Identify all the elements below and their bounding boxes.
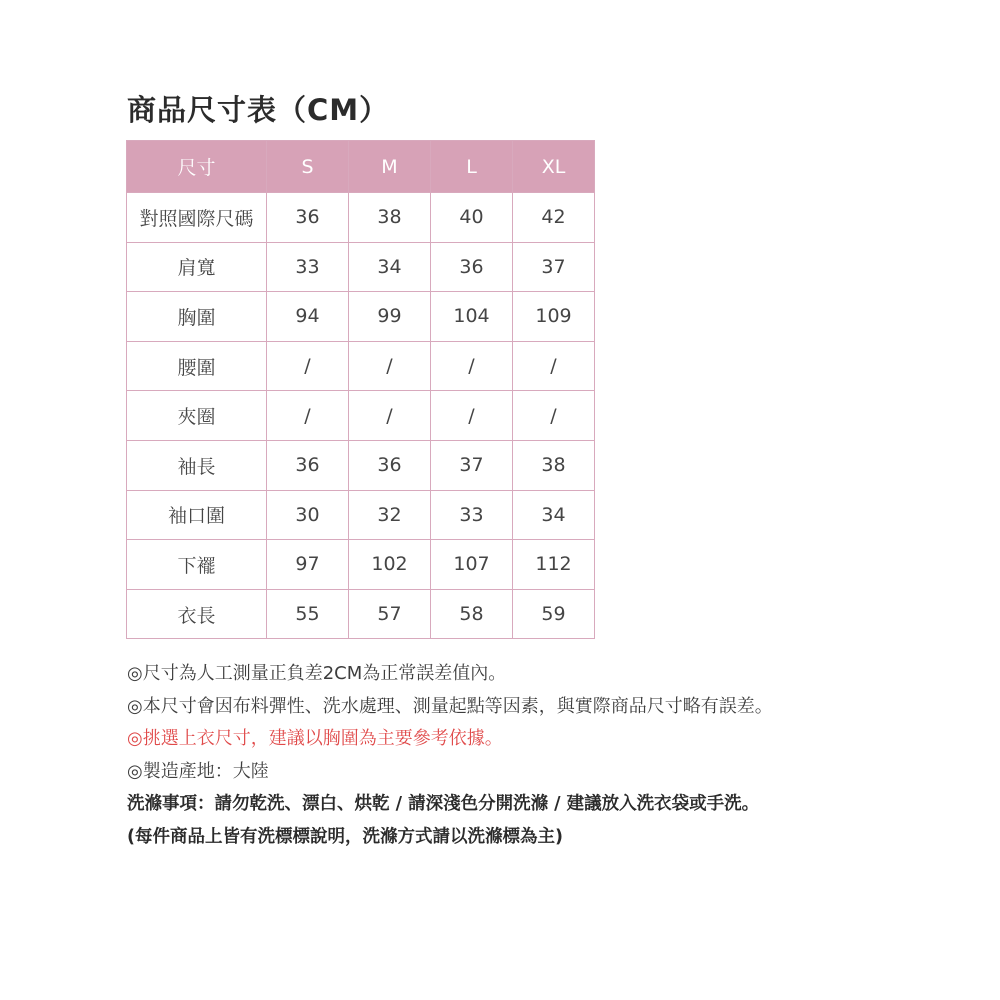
table-cell: 99 xyxy=(349,292,431,342)
column-header: S xyxy=(267,141,349,193)
table-cell: 36 xyxy=(349,440,431,490)
table-cell: 33 xyxy=(267,242,349,292)
note-origin: ◎製造產地：大陸 xyxy=(127,760,269,782)
note-size-variance: ◎本尺寸會因布料彈性、洗水處理、測量起點等因素，與實際商品尺寸略有誤差。 xyxy=(127,695,773,717)
table-cell: 102 xyxy=(349,540,431,590)
table-cell: 37 xyxy=(431,440,513,490)
note-washing-label: (每件商品上皆有洗標標說明，洗滌方式請以洗滌標為主) xyxy=(127,826,563,847)
table-cell: / xyxy=(431,391,513,441)
notes-section xyxy=(127,658,987,853)
table-row xyxy=(127,540,595,590)
row-label: 衣長 xyxy=(127,589,267,639)
table-cell: 37 xyxy=(513,242,595,292)
table-cell: 109 xyxy=(513,292,595,342)
column-header: XL xyxy=(513,141,595,193)
note-measurement-tolerance: ◎尺寸為人工測量正負差2CM為正常誤差值內。 xyxy=(127,663,507,684)
table-row xyxy=(127,341,595,391)
table-cell: 55 xyxy=(267,589,349,639)
table-cell: 104 xyxy=(431,292,513,342)
table-cell: 97 xyxy=(267,540,349,590)
table-cell: 107 xyxy=(431,540,513,590)
table-cell: 30 xyxy=(267,490,349,540)
row-label: 袖長 xyxy=(127,440,267,490)
table-row xyxy=(127,490,595,540)
table-header-row xyxy=(127,141,595,193)
table-cell: 38 xyxy=(513,440,595,490)
table-cell: / xyxy=(349,391,431,441)
row-label: 夾圈 xyxy=(127,391,267,441)
note-washing-instructions: 洗滌事項：請勿乾洗、漂白、烘乾 / 請深淺色分開洗滌 / 建議放入洗衣袋或手洗。 xyxy=(127,794,760,814)
page-title: 商品尺寸表（CM） xyxy=(127,93,390,127)
table-cell: 38 xyxy=(349,193,431,243)
table-cell: 94 xyxy=(267,292,349,342)
size-table xyxy=(126,140,595,639)
table-row xyxy=(127,292,595,342)
table-cell: 32 xyxy=(349,490,431,540)
table-cell: 112 xyxy=(513,540,595,590)
row-label: 腰圍 xyxy=(127,341,267,391)
table-cell: 57 xyxy=(349,589,431,639)
table-cell: 33 xyxy=(431,490,513,540)
table-cell: 40 xyxy=(431,193,513,243)
row-label: 胸圍 xyxy=(127,292,267,342)
table-cell: 42 xyxy=(513,193,595,243)
table-row xyxy=(127,193,595,243)
row-label: 袖口圍 xyxy=(127,490,267,540)
table-cell: 36 xyxy=(431,242,513,292)
table-row xyxy=(127,589,595,639)
table-cell: / xyxy=(267,341,349,391)
column-header: L xyxy=(431,141,513,193)
table-cell: / xyxy=(267,391,349,441)
table-row xyxy=(127,242,595,292)
row-label: 肩寬 xyxy=(127,242,267,292)
table-cell: 36 xyxy=(267,193,349,243)
row-label: 對照國際尺碼 xyxy=(127,193,267,243)
table-cell: 34 xyxy=(349,242,431,292)
table-cell: 34 xyxy=(513,490,595,540)
row-label: 下襬 xyxy=(127,540,267,590)
table-cell: 59 xyxy=(513,589,595,639)
table-row xyxy=(127,391,595,441)
table-cell: 36 xyxy=(267,440,349,490)
table-cell: 58 xyxy=(431,589,513,639)
table-cell: / xyxy=(349,341,431,391)
column-header: 尺寸 xyxy=(127,141,267,193)
table-cell: / xyxy=(513,341,595,391)
note-size-selection: ◎挑選上衣尺寸，建議以胸圍為主要參考依據。 xyxy=(127,728,503,749)
table-row xyxy=(127,440,595,490)
table-cell: / xyxy=(513,391,595,441)
column-header: M xyxy=(349,141,431,193)
table-cell: / xyxy=(431,341,513,391)
